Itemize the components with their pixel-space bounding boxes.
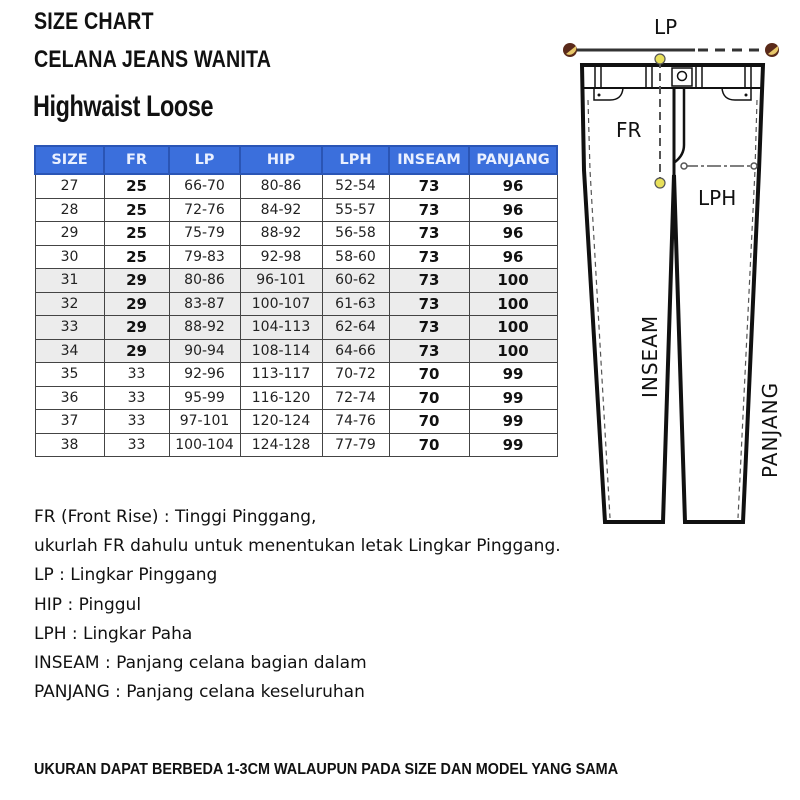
cell-lp: 79-83 — [169, 245, 240, 269]
cell-lph: 64-66 — [322, 339, 389, 363]
jeans-diagram — [550, 0, 800, 540]
cell-lph: 72-74 — [322, 386, 389, 410]
title-product: CELANA JEANS WANITA — [34, 46, 272, 73]
table-row — [35, 316, 557, 340]
cell-lph: 56-58 — [322, 222, 389, 246]
cell-inseam: 73 — [389, 269, 469, 293]
table-row — [35, 339, 557, 363]
cell-size: 32 — [35, 292, 104, 316]
cell-fr: 29 — [104, 339, 169, 363]
cell-hip: 124-128 — [240, 433, 322, 457]
cell-inseam: 73 — [389, 292, 469, 316]
size-table — [34, 145, 558, 457]
table-row — [35, 410, 557, 434]
table-row — [35, 363, 557, 387]
cell-hip: 84-92 — [240, 198, 322, 222]
cell-hip: 80-86 — [240, 174, 322, 198]
cell-inseam: 73 — [389, 245, 469, 269]
label-fr: FR — [616, 118, 642, 142]
cell-panjang: 96 — [469, 174, 557, 198]
cell-size: 35 — [35, 363, 104, 387]
cell-panjang: 100 — [469, 339, 557, 363]
cell-lp: 80-86 — [169, 269, 240, 293]
cell-lp: 100-104 — [169, 433, 240, 457]
subtitle-model: Highwaist Loose — [33, 90, 214, 123]
cell-inseam: 73 — [389, 222, 469, 246]
col-header-lph: LPH — [322, 146, 389, 174]
col-header-inseam: INSEAM — [389, 146, 469, 174]
col-header-panjang: PANJANG — [469, 146, 557, 174]
label-panjang: PANJANG — [758, 381, 782, 478]
cell-fr: 25 — [104, 245, 169, 269]
cell-lp: 88-92 — [169, 316, 240, 340]
cell-panjang: 100 — [469, 269, 557, 293]
cell-inseam: 73 — [389, 316, 469, 340]
cell-panjang: 100 — [469, 316, 557, 340]
cell-lph: 62-64 — [322, 316, 389, 340]
cell-fr: 33 — [104, 386, 169, 410]
cell-hip: 120-124 — [240, 410, 322, 434]
legend-panjang: PANJANG : Panjang celana keseluruhan — [34, 682, 365, 703]
cell-panjang: 96 — [469, 198, 557, 222]
cell-size: 37 — [35, 410, 104, 434]
legend-lp: LP : Lingkar Pinggang — [34, 565, 218, 586]
cell-inseam: 70 — [389, 363, 469, 387]
cell-lph: 74-76 — [322, 410, 389, 434]
table-row — [35, 433, 557, 457]
col-header-fr: FR — [104, 146, 169, 174]
cell-size: 28 — [35, 198, 104, 222]
table-row — [35, 245, 557, 269]
cell-lph: 55-57 — [322, 198, 389, 222]
cell-size: 31 — [35, 269, 104, 293]
cell-inseam: 73 — [389, 339, 469, 363]
table-row — [35, 386, 557, 410]
cell-size: 38 — [35, 433, 104, 457]
legend-lph: LPH : Lingkar Paha — [34, 623, 193, 644]
cell-lp: 66-70 — [169, 174, 240, 198]
cell-fr: 33 — [104, 363, 169, 387]
cell-fr: 29 — [104, 292, 169, 316]
col-header-size: SIZE — [35, 146, 104, 174]
cell-inseam: 70 — [389, 433, 469, 457]
col-header-hip: HIP — [240, 146, 322, 174]
cell-fr: 29 — [104, 316, 169, 340]
cell-size: 27 — [35, 174, 104, 198]
table-header-row — [35, 146, 557, 174]
cell-fr: 25 — [104, 198, 169, 222]
cell-fr: 25 — [104, 222, 169, 246]
table-row — [35, 292, 557, 316]
cell-panjang: 100 — [469, 292, 557, 316]
cell-lph: 58-60 — [322, 245, 389, 269]
cell-panjang: 99 — [469, 363, 557, 387]
cell-lp: 72-76 — [169, 198, 240, 222]
title-size-chart: SIZE CHART — [34, 8, 154, 35]
cell-hip: 88-92 — [240, 222, 322, 246]
cell-lp: 92-96 — [169, 363, 240, 387]
cell-panjang: 99 — [469, 386, 557, 410]
cell-lph: 70-72 — [322, 363, 389, 387]
cell-inseam: 70 — [389, 386, 469, 410]
table-row — [35, 174, 557, 198]
col-header-lp: LP — [169, 146, 240, 174]
cell-fr: 25 — [104, 174, 169, 198]
measurement-legend — [34, 503, 561, 707]
cell-panjang: 96 — [469, 245, 557, 269]
cell-hip: 116-120 — [240, 386, 322, 410]
cell-lp: 90-94 — [169, 339, 240, 363]
cell-lph: 60-62 — [322, 269, 389, 293]
cell-fr: 29 — [104, 269, 169, 293]
table-row — [35, 269, 557, 293]
cell-inseam: 73 — [389, 198, 469, 222]
cell-hip: 96-101 — [240, 269, 322, 293]
legend-fr-note: ukurlah FR dahulu untuk menentukan letak Lingkar Pinggang. — [34, 536, 561, 557]
legend-inseam: INSEAM : Panjang celana bagian dalam — [34, 653, 367, 674]
legend-hip: HIP : Pinggul — [34, 594, 142, 615]
cell-inseam: 70 — [389, 410, 469, 434]
cell-hip: 108-114 — [240, 339, 322, 363]
table-row — [35, 222, 557, 246]
cell-lp: 95-99 — [169, 386, 240, 410]
cell-hip: 100-107 — [240, 292, 322, 316]
cell-size: 34 — [35, 339, 104, 363]
cell-lp: 97-101 — [169, 410, 240, 434]
cell-size: 29 — [35, 222, 104, 246]
cell-size: 30 — [35, 245, 104, 269]
cell-panjang: 96 — [469, 222, 557, 246]
cell-fr: 33 — [104, 433, 169, 457]
cell-hip: 113-117 — [240, 363, 322, 387]
cell-lp: 83-87 — [169, 292, 240, 316]
table-row — [35, 198, 557, 222]
cell-panjang: 99 — [469, 433, 557, 457]
legend-fr: FR (Front Rise) : Tinggi Pinggang, — [34, 507, 317, 527]
label-lp: LP — [654, 15, 678, 39]
footer-disclaimer: UKURAN DAPAT BERBEDA 1-3CM WALAUPUN PADA SIZE DAN MODEL YANG SAMA — [34, 761, 619, 778]
cell-size: 33 — [35, 316, 104, 340]
label-inseam: INSEAM — [638, 314, 662, 398]
cell-inseam: 73 — [389, 174, 469, 198]
cell-hip: 104-113 — [240, 316, 322, 340]
label-lph: LPH — [698, 186, 737, 210]
cell-lph: 77-79 — [322, 433, 389, 457]
cell-hip: 92-98 — [240, 245, 322, 269]
cell-lp: 75-79 — [169, 222, 240, 246]
cell-panjang: 99 — [469, 410, 557, 434]
cell-size: 36 — [35, 386, 104, 410]
cell-lph: 52-54 — [322, 174, 389, 198]
cell-lph: 61-63 — [322, 292, 389, 316]
cell-fr: 33 — [104, 410, 169, 434]
